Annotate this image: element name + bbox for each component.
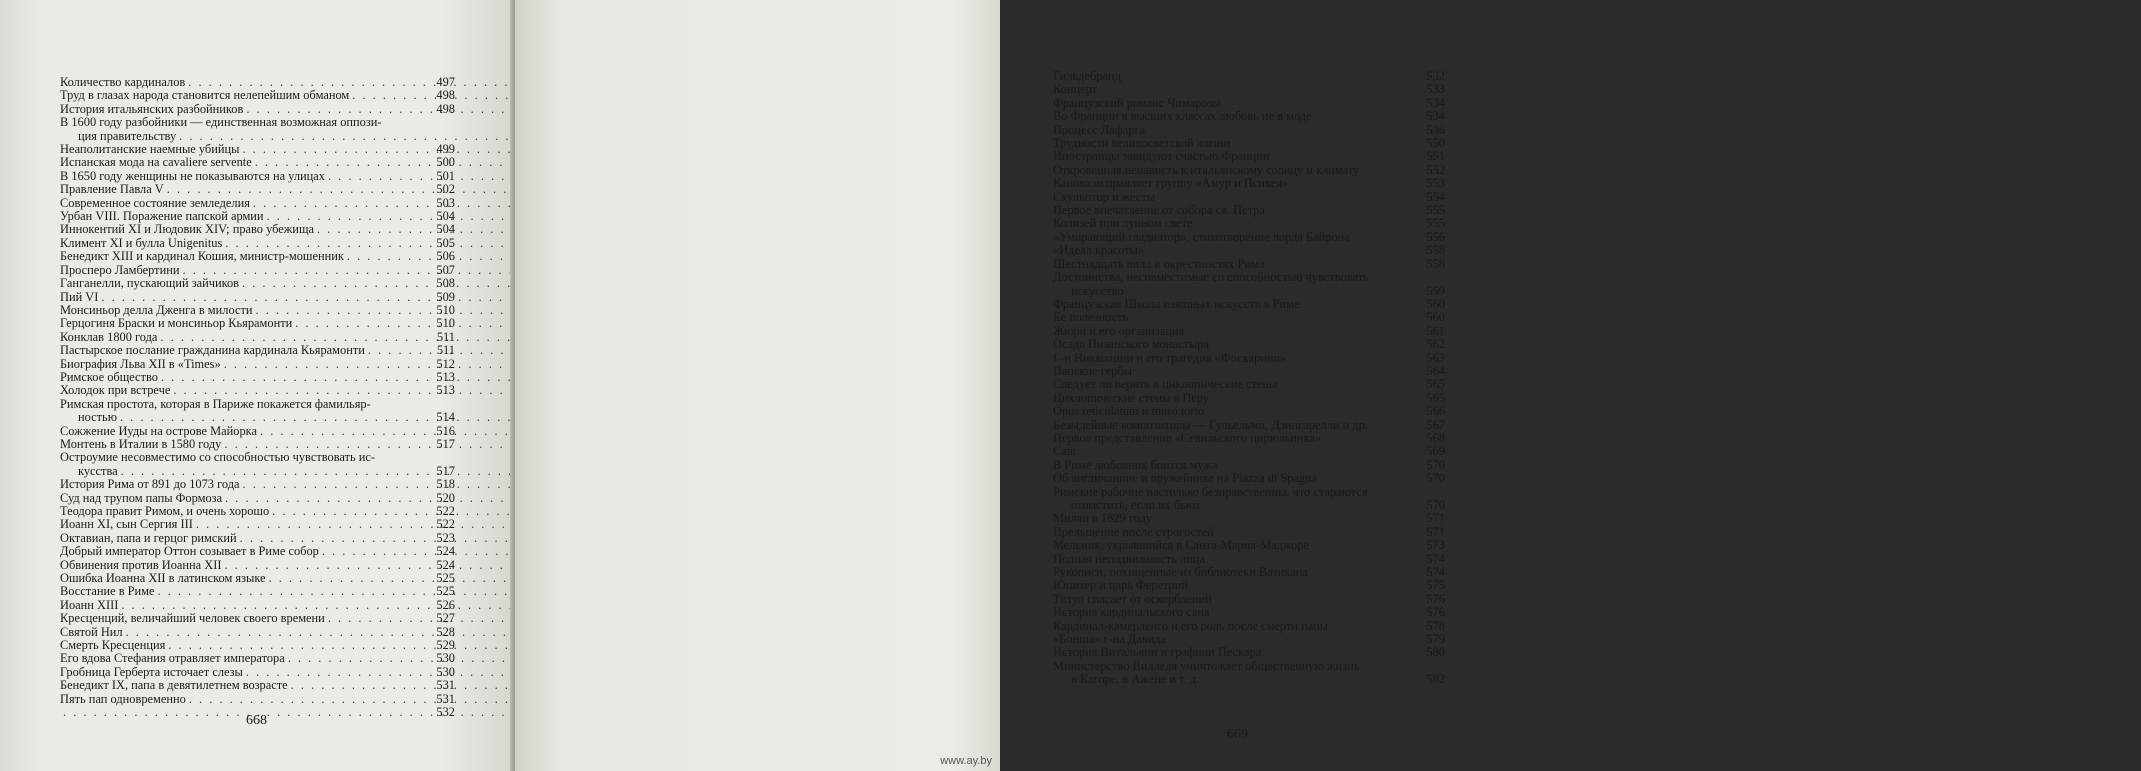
- toc-entry-title: [60, 705, 63, 719]
- toc-entry-title-cont: искусство: [1071, 283, 1124, 298]
- toc-entry-page: 567: [1426, 417, 1445, 432]
- toc-entry-page: 559: [1426, 283, 1445, 298]
- toc-entry: [60, 492, 455, 505]
- toc-entry-title: Мельник, укрывшийся в Санта-Мария-Маджоре: [1053, 538, 1310, 553]
- toc-entry: [1053, 566, 1445, 579]
- toc-entry-page: 522: [436, 504, 455, 518]
- toc-entry-title: Французский романс Чимарозы: [1053, 95, 1221, 110]
- toc-entry-page: 517: [436, 463, 455, 478]
- toc-entry-page: 556: [1426, 229, 1445, 244]
- toc-entry: [60, 170, 455, 183]
- toc-entry-title: Процесс Лафарга: [1053, 122, 1146, 137]
- toc-entry-title: Г-н Никколини и его трагедия «Фоскарини»: [1053, 350, 1287, 365]
- toc-entry-title: Гробница Герберта источает слезы: [60, 664, 243, 679]
- toc-entry-title: Cant: [1053, 444, 1077, 459]
- toc-entry-page: 526: [436, 597, 455, 612]
- toc-entry-title: Добрый император Оттон созывает в Риме собор: [60, 544, 319, 559]
- toc-entry: [60, 116, 455, 129]
- toc-entry-title: Просперо Ламбертини: [60, 262, 180, 277]
- toc-entry-title: Ошибка Иоанна XII в латинском языке: [60, 571, 266, 586]
- toc-entry-page: 573: [1426, 538, 1445, 553]
- toc-entry-title: Восстание в Риме: [60, 584, 155, 599]
- toc-entry: [60, 559, 455, 572]
- toc-entry: [1053, 70, 1445, 83]
- toc-entry-page: 517: [436, 436, 455, 451]
- toc-entry-title: Первое представление «Севильского цирюльника»: [1053, 430, 1322, 445]
- toc-entry: [1053, 526, 1445, 539]
- toc-entry: [1053, 311, 1445, 324]
- toc-entry-title: Правление Павла V: [60, 182, 164, 197]
- toc-entry-page: 570: [1426, 457, 1445, 472]
- page-number-left: 668: [246, 713, 267, 728]
- table-of-contents-left: [60, 76, 455, 720]
- toc-entry: [60, 518, 455, 531]
- toc-entry-page: 505: [436, 235, 455, 250]
- toc-entry-page: 570: [1426, 498, 1445, 512]
- toc-entry: [60, 545, 455, 558]
- toc-entry: [1053, 539, 1445, 552]
- toc-entry-page: 528: [436, 624, 455, 639]
- toc-entry: [1053, 392, 1445, 405]
- toc-entry-title: Бенедикт IX, папа в девятилетнем возрасте: [60, 678, 288, 693]
- toc-entry-title: В 1650 году женщины не показываются на улицах: [60, 168, 325, 183]
- toc-entry: [1053, 579, 1445, 592]
- toc-entry: [1053, 445, 1445, 458]
- toc-entry: [1053, 419, 1445, 432]
- toc-entry: [1053, 258, 1445, 271]
- toc-entry-page: 578: [1426, 618, 1445, 633]
- toc-entry: [1053, 244, 1445, 257]
- toc-entry: [60, 679, 455, 692]
- toc-entry-title: Шестнадцать вилл в окрестностях Рима: [1053, 256, 1265, 271]
- toc-entry-title: Канова исправляет группу «Амур и Психея»: [1053, 176, 1289, 191]
- toc-entry: [60, 478, 455, 491]
- toc-entry: [1053, 646, 1445, 659]
- toc-entry-page: 531: [436, 678, 455, 693]
- toc-entry-title: Кардинал-камерленго и его роль после смерти папы: [1053, 618, 1329, 633]
- toc-entry-page: 555: [1426, 216, 1445, 231]
- toc-entry: [60, 223, 455, 236]
- toc-entry: [1053, 97, 1445, 110]
- toc-entry: [1053, 177, 1445, 190]
- toc-entry: [1053, 472, 1445, 485]
- toc-entry-title: Современное состояние земледелия: [60, 195, 250, 210]
- toc-entry-continuation: [1053, 673, 1445, 686]
- watermark: www.ay.by: [940, 755, 992, 767]
- toc-entry-title: Римское общество: [60, 369, 158, 384]
- toc-entry-page: 560: [1426, 296, 1445, 311]
- toc-entry-title: Сожжение Иуды на острове Майорка: [60, 423, 257, 438]
- toc-entry-title: Конклав 1800 года: [60, 329, 158, 344]
- toc-entry-page: 498: [436, 101, 455, 116]
- toc-entry-page: 536: [1426, 122, 1445, 137]
- table-of-contents-right: [1053, 70, 1445, 687]
- toc-entry-title: Безыдейные композиторы — Гульельми, Дзингарелли и др.: [1053, 417, 1368, 432]
- toc-entry-page: 511: [436, 329, 455, 344]
- toc-entry-title: Прельщение после строгостей: [1053, 524, 1214, 539]
- toc-entry-page: 516: [436, 423, 455, 438]
- toc-entry-page: 532: [436, 705, 455, 720]
- toc-entry-page: 510: [436, 302, 455, 317]
- toc-entry-page: 565: [1426, 377, 1445, 392]
- toc-entry-title: Гильдебранд: [1053, 69, 1121, 83]
- toc-entry-title: Неаполитанские наемные убийцы: [60, 142, 240, 157]
- toc-entry-page: 533: [1426, 82, 1445, 97]
- toc-entry-title: Монтень в Италии в 1580 году: [60, 436, 222, 451]
- toc-entry-page: 530: [436, 664, 455, 679]
- toc-entry: [60, 612, 455, 625]
- toc-entry-title: Пять пап одновременно: [60, 691, 186, 706]
- toc-entry-title: Следует ли верить в циклопические стены: [1053, 377, 1278, 392]
- toc-entry-page: 534: [1426, 109, 1445, 124]
- toc-entry-title: Иннокентий XI и Людовик XIV; право убежища: [60, 222, 314, 237]
- toc-entry-title: Скульптор и жесты: [1053, 189, 1156, 204]
- toc-entry-title: Смерть Кресценция: [60, 638, 166, 653]
- toc-entry: [60, 237, 455, 250]
- toc-entry-title: История кардинальского сана: [1053, 605, 1210, 620]
- toc-entry-page: 524: [436, 557, 455, 572]
- toc-entry-title-cont: кусства: [78, 463, 118, 478]
- toc-entry-title: Ее полезность: [1053, 310, 1129, 325]
- toc-entry-continuation: [60, 130, 455, 143]
- toc-entry-title: Монсиньор делла Дженга в милости: [60, 302, 253, 317]
- left-page: [0, 0, 515, 771]
- toc-entry-title: Иоанн XIII: [60, 597, 119, 612]
- toc-entry: [60, 183, 455, 196]
- toc-entry-page: 534: [1426, 95, 1445, 110]
- toc-entry-title: Остроумие несовместимо со способностью чувствовать ис-: [60, 450, 375, 465]
- toc-entry-page: 513: [436, 383, 455, 398]
- toc-entry-title: Жюри и его организация: [1053, 323, 1185, 338]
- toc-entry: [1053, 606, 1445, 619]
- page-number-right: 669: [1227, 727, 1248, 742]
- toc-entry: [60, 291, 455, 304]
- toc-entry-title-cont: в Кагоре, в Ажене и т. д.: [1071, 672, 1200, 687]
- toc-entry: [1053, 325, 1445, 338]
- toc-entry: [60, 210, 455, 223]
- toc-entry: [1053, 137, 1445, 150]
- toc-entry: [60, 156, 455, 169]
- toc-entry: [60, 505, 455, 518]
- toc-entry-title: Климент XI и булла Unigenitus: [60, 235, 223, 250]
- toc-entry-page: 580: [1426, 645, 1445, 660]
- toc-entry-title: Холодок при встрече: [60, 383, 171, 398]
- toc-entry-page: 506: [436, 249, 455, 264]
- toc-entry-title: Пастырское послание гражданина кардинала Кьярамонти: [60, 343, 365, 358]
- toc-entry-title: Юпитер и царь Феретрий: [1053, 578, 1189, 593]
- toc-entry: [1053, 150, 1445, 163]
- toc-entry-continuation: [60, 411, 455, 424]
- toc-entry-page: 510: [436, 316, 455, 331]
- right-page: [515, 0, 1445, 771]
- toc-entry-title-cont: ностью: [78, 410, 117, 425]
- toc-entry-page: 574: [1426, 551, 1445, 566]
- toc-entry: [60, 693, 455, 706]
- toc-entry-title: Пий VI: [60, 289, 99, 304]
- toc-entry-page: 504: [436, 222, 455, 237]
- toc-entry-title: Осада Пизанского монастыря: [1053, 337, 1210, 352]
- toc-entry: [1053, 191, 1445, 204]
- toc-entry: [1053, 110, 1445, 123]
- toc-entry-page: 551: [1426, 149, 1445, 164]
- toc-entry-title: Колизей при лунном свете: [1053, 216, 1193, 231]
- toc-entry-title: Трудности великосветской жизни: [1053, 136, 1231, 151]
- toc-entry: [60, 666, 455, 679]
- toc-entry-page: 550: [1426, 136, 1445, 151]
- toc-entry-page: 566: [1426, 404, 1445, 419]
- toc-entry-title: Кресценций, величайший человек своего времени: [60, 611, 325, 626]
- toc-entry: [1053, 271, 1445, 284]
- toc-entry-page: 575: [1426, 578, 1445, 593]
- toc-entry: [60, 264, 455, 277]
- toc-entry-title: История итальянских разбойников: [60, 101, 244, 116]
- toc-entry: [60, 585, 455, 598]
- toc-entry-page: 530: [436, 651, 455, 666]
- toc-entry-page: 562: [1426, 337, 1445, 352]
- toc-entry: [60, 304, 455, 317]
- toc-entry-title: Первое впечатление от собора св. Петра: [1053, 203, 1265, 218]
- toc-entry: [60, 344, 455, 357]
- toc-entry-page: 527: [436, 611, 455, 626]
- toc-entry: [1053, 164, 1445, 177]
- toc-entry-title: Титул спасает от оскорблений: [1053, 591, 1212, 606]
- toc-entry-continuation: [1053, 499, 1445, 512]
- toc-entry-page: 522: [436, 517, 455, 532]
- toc-entry: [1053, 553, 1445, 566]
- toc-entry: [1053, 378, 1445, 391]
- toc-entry-page: 569: [1426, 444, 1445, 459]
- toc-entry-title: Урбан VIII. Поражение папской армии: [60, 209, 264, 224]
- toc-entry-title: В Риме любовник боится мужа: [1053, 457, 1218, 472]
- toc-entry-title: В 1600 году разбойники — единственная возможная оппози-: [60, 115, 382, 130]
- toc-entry-page: 523: [436, 530, 455, 545]
- toc-entry-title: Иоанн XI, сын Сергия III: [60, 517, 193, 532]
- toc-entry-title: Циклопические стены в Перу: [1053, 390, 1210, 405]
- toc-entry-title-cont: отомстить, если их бьют: [1071, 498, 1201, 512]
- toc-entry-title: Милан в 1829 году: [1053, 511, 1152, 526]
- toc-entry-page: 568: [1426, 430, 1445, 445]
- toc-entry: [60, 317, 455, 330]
- toc-entry: [60, 143, 455, 156]
- toc-entry-title: Бенедикт XIII и кардинал Кошия, министр-мошенник: [60, 249, 344, 264]
- toc-entry-page: 520: [436, 490, 455, 505]
- toc-entry: [1053, 83, 1445, 96]
- toc-entry-title: Обвинения против Иоанна XII: [60, 557, 222, 572]
- toc-entry-page: 554: [1426, 189, 1445, 204]
- toc-entry-page: 501: [436, 168, 455, 183]
- toc-entry-page: 563: [1426, 350, 1445, 365]
- toc-entry-continuation: [60, 465, 455, 478]
- toc-entry-page: 497: [436, 75, 455, 89]
- toc-entry: [60, 76, 455, 89]
- toc-entry-page: 532: [1426, 69, 1445, 83]
- toc-entry: [1053, 486, 1445, 499]
- toc-entry-title: Французская Школа изящных искусств в Риме: [1053, 296, 1300, 311]
- toc-entry-page: 560: [1426, 310, 1445, 325]
- toc-entry-title: Биография Льва XII в «Times»: [60, 356, 221, 371]
- toc-entry: [60, 371, 455, 384]
- toc-entry-title: Об англичанине и оружейнике на Piazza di Spagna: [1053, 471, 1317, 486]
- toc-entry: [60, 398, 455, 411]
- toc-entry-title: Откровенная ненависть к итальянскому солнцу и климату: [1053, 162, 1360, 177]
- toc-entry: [1053, 217, 1445, 230]
- toc-entry: [1053, 405, 1445, 418]
- toc-entry-title: Испанская мода на cavaliere servente: [60, 155, 252, 170]
- toc-entry-page: 552: [1426, 162, 1445, 177]
- toc-entry-page: 524: [436, 544, 455, 559]
- toc-entry: [60, 331, 455, 344]
- toc-entry-continuation: [1053, 285, 1445, 298]
- toc-entry: [60, 652, 455, 665]
- toc-entry: [1053, 512, 1445, 525]
- toc-entry-page: 498: [436, 88, 455, 103]
- toc-entry-page: 513: [436, 369, 455, 384]
- toc-entry: [1053, 432, 1445, 445]
- toc-entry-page: 576: [1426, 605, 1445, 620]
- toc-entry-page: 502: [436, 182, 455, 197]
- toc-entry: [1053, 204, 1445, 217]
- toc-entry: [60, 438, 455, 451]
- toc-entry-title: Теодора правит Римом, и очень хорошо: [60, 504, 270, 518]
- toc-entry-title: Римские рабочие настолько безнравственны, что стараются: [1053, 484, 1368, 499]
- toc-entry-page: 518: [436, 477, 455, 492]
- toc-entry-page: 503: [436, 195, 455, 210]
- toc-entry-title: «Умирающий гладиатор», стихотворение лорда Байрона: [1053, 229, 1350, 244]
- toc-entry-page: 576: [1426, 591, 1445, 606]
- toc-entry: [60, 532, 455, 545]
- toc-entry-title: Ганганелли, пускающий зайчиков: [60, 276, 240, 291]
- toc-entry-title: Иностранцы завидуют счастью Франции: [1053, 149, 1270, 164]
- toc-entry: [1053, 298, 1445, 311]
- toc-entry: [60, 425, 455, 438]
- toc-entry-title: «Бонша» г-на Давида: [1053, 632, 1167, 647]
- toc-entry: [60, 384, 455, 397]
- toc-entry-title: История Витальяни и графини Пескара: [1053, 645, 1262, 660]
- toc-entry-title: История Рима от 891 до 1073 года: [60, 477, 240, 492]
- toc-entry-title: Рукописи, похищенные из библиотеки Ватикана: [1053, 565, 1308, 580]
- toc-entry: [60, 89, 455, 102]
- toc-entry: [60, 103, 455, 116]
- toc-entry: [1053, 633, 1445, 646]
- toc-entry-page: 529: [436, 638, 455, 653]
- toc-entry: [60, 197, 455, 210]
- toc-entry-page: 561: [1426, 323, 1445, 338]
- toc-entry-title: Октавиан, папа и герцог римский: [60, 530, 237, 545]
- toc-entry-page: 579: [1426, 632, 1445, 647]
- toc-entry: [60, 277, 455, 290]
- toc-entry-page: 499: [436, 142, 455, 157]
- toc-entry: [60, 626, 455, 639]
- toc-entry-page: 564: [1426, 363, 1445, 378]
- toc-entry-title: Суд над трупом папы Формоза: [60, 490, 223, 505]
- toc-entry-title: Концерт: [1053, 82, 1098, 97]
- toc-entry-page: 558: [1426, 243, 1445, 258]
- toc-entry: [60, 451, 455, 464]
- toc-entry: [60, 572, 455, 585]
- toc-entry-title: Министерство Виллеля уничтожает общественную жизнь: [1053, 658, 1360, 673]
- toc-entry-title: Герцогиня Браски и монсиньор Кьярамонти: [60, 316, 293, 331]
- toc-entry: [60, 250, 455, 263]
- toc-entry: [1053, 365, 1445, 378]
- toc-entry: [1053, 231, 1445, 244]
- toc-entry-page: 565: [1426, 390, 1445, 405]
- toc-entry: [1053, 620, 1445, 633]
- toc-entry-page: 571: [1426, 511, 1445, 526]
- toc-entry: [60, 358, 455, 371]
- toc-entry-title: Римская простота, которая в Париже покажется фамильяр-: [60, 396, 371, 411]
- toc-entry: [60, 599, 455, 612]
- toc-entry-title: Святой Нил: [60, 624, 123, 639]
- toc-entry: [1053, 593, 1445, 606]
- toc-entry-page: 570: [1426, 471, 1445, 486]
- toc-entry: [1053, 459, 1445, 472]
- toc-entry-page: 571: [1426, 524, 1445, 539]
- toc-entry-title: Во Франции в высших классах любовь не в моде: [1053, 109, 1312, 124]
- toc-entry-page: 508: [436, 276, 455, 291]
- toc-entry-page: 507: [436, 262, 455, 277]
- toc-entry-title: Труд в глазах народа становится нелепейшим обманом: [60, 88, 350, 103]
- toc-entry-page: 511: [436, 343, 455, 358]
- toc-entry-page: 500: [436, 155, 455, 170]
- toc-entry: [1053, 338, 1445, 351]
- toc-entry-page: 555: [1426, 203, 1445, 218]
- toc-entry-page: 574: [1426, 565, 1445, 580]
- toc-entry: [1053, 124, 1445, 137]
- toc-entry-title: Количество кардиналов: [60, 75, 186, 89]
- toc-entry-page: 504: [436, 209, 455, 224]
- toc-entry-page: 553: [1426, 176, 1445, 191]
- toc-entry-page: 509: [436, 289, 455, 304]
- toc-entry-title: Полная неподвижность лица: [1053, 551, 1205, 566]
- toc-entry: [1053, 660, 1445, 673]
- toc-entry-title: Opus reticulatum и muro torto: [1053, 404, 1205, 419]
- toc-entry-title: Его вдова Стефания отравляет императора: [60, 651, 285, 666]
- toc-entry-page: 525: [436, 571, 455, 586]
- toc-entry-page: 512: [436, 356, 455, 371]
- toc-entry-page: 531: [436, 691, 455, 706]
- toc-entry: [60, 639, 455, 652]
- toc-entry-title: «Идеал красоты»: [1053, 243, 1145, 258]
- toc-entry-title: Папские гербы: [1053, 363, 1132, 378]
- toc-entry-page: 514: [436, 410, 455, 425]
- toc-entry-page: 525: [436, 584, 455, 599]
- toc-entry: [1053, 352, 1445, 365]
- toc-entry-page: 582: [1426, 672, 1445, 687]
- toc-entry-title-cont: ция правительству: [78, 128, 177, 143]
- toc-entry-title: Достоинства, несовместимые со способностью чувствовать: [1053, 270, 1369, 285]
- toc-entry-page: 558: [1426, 256, 1445, 271]
